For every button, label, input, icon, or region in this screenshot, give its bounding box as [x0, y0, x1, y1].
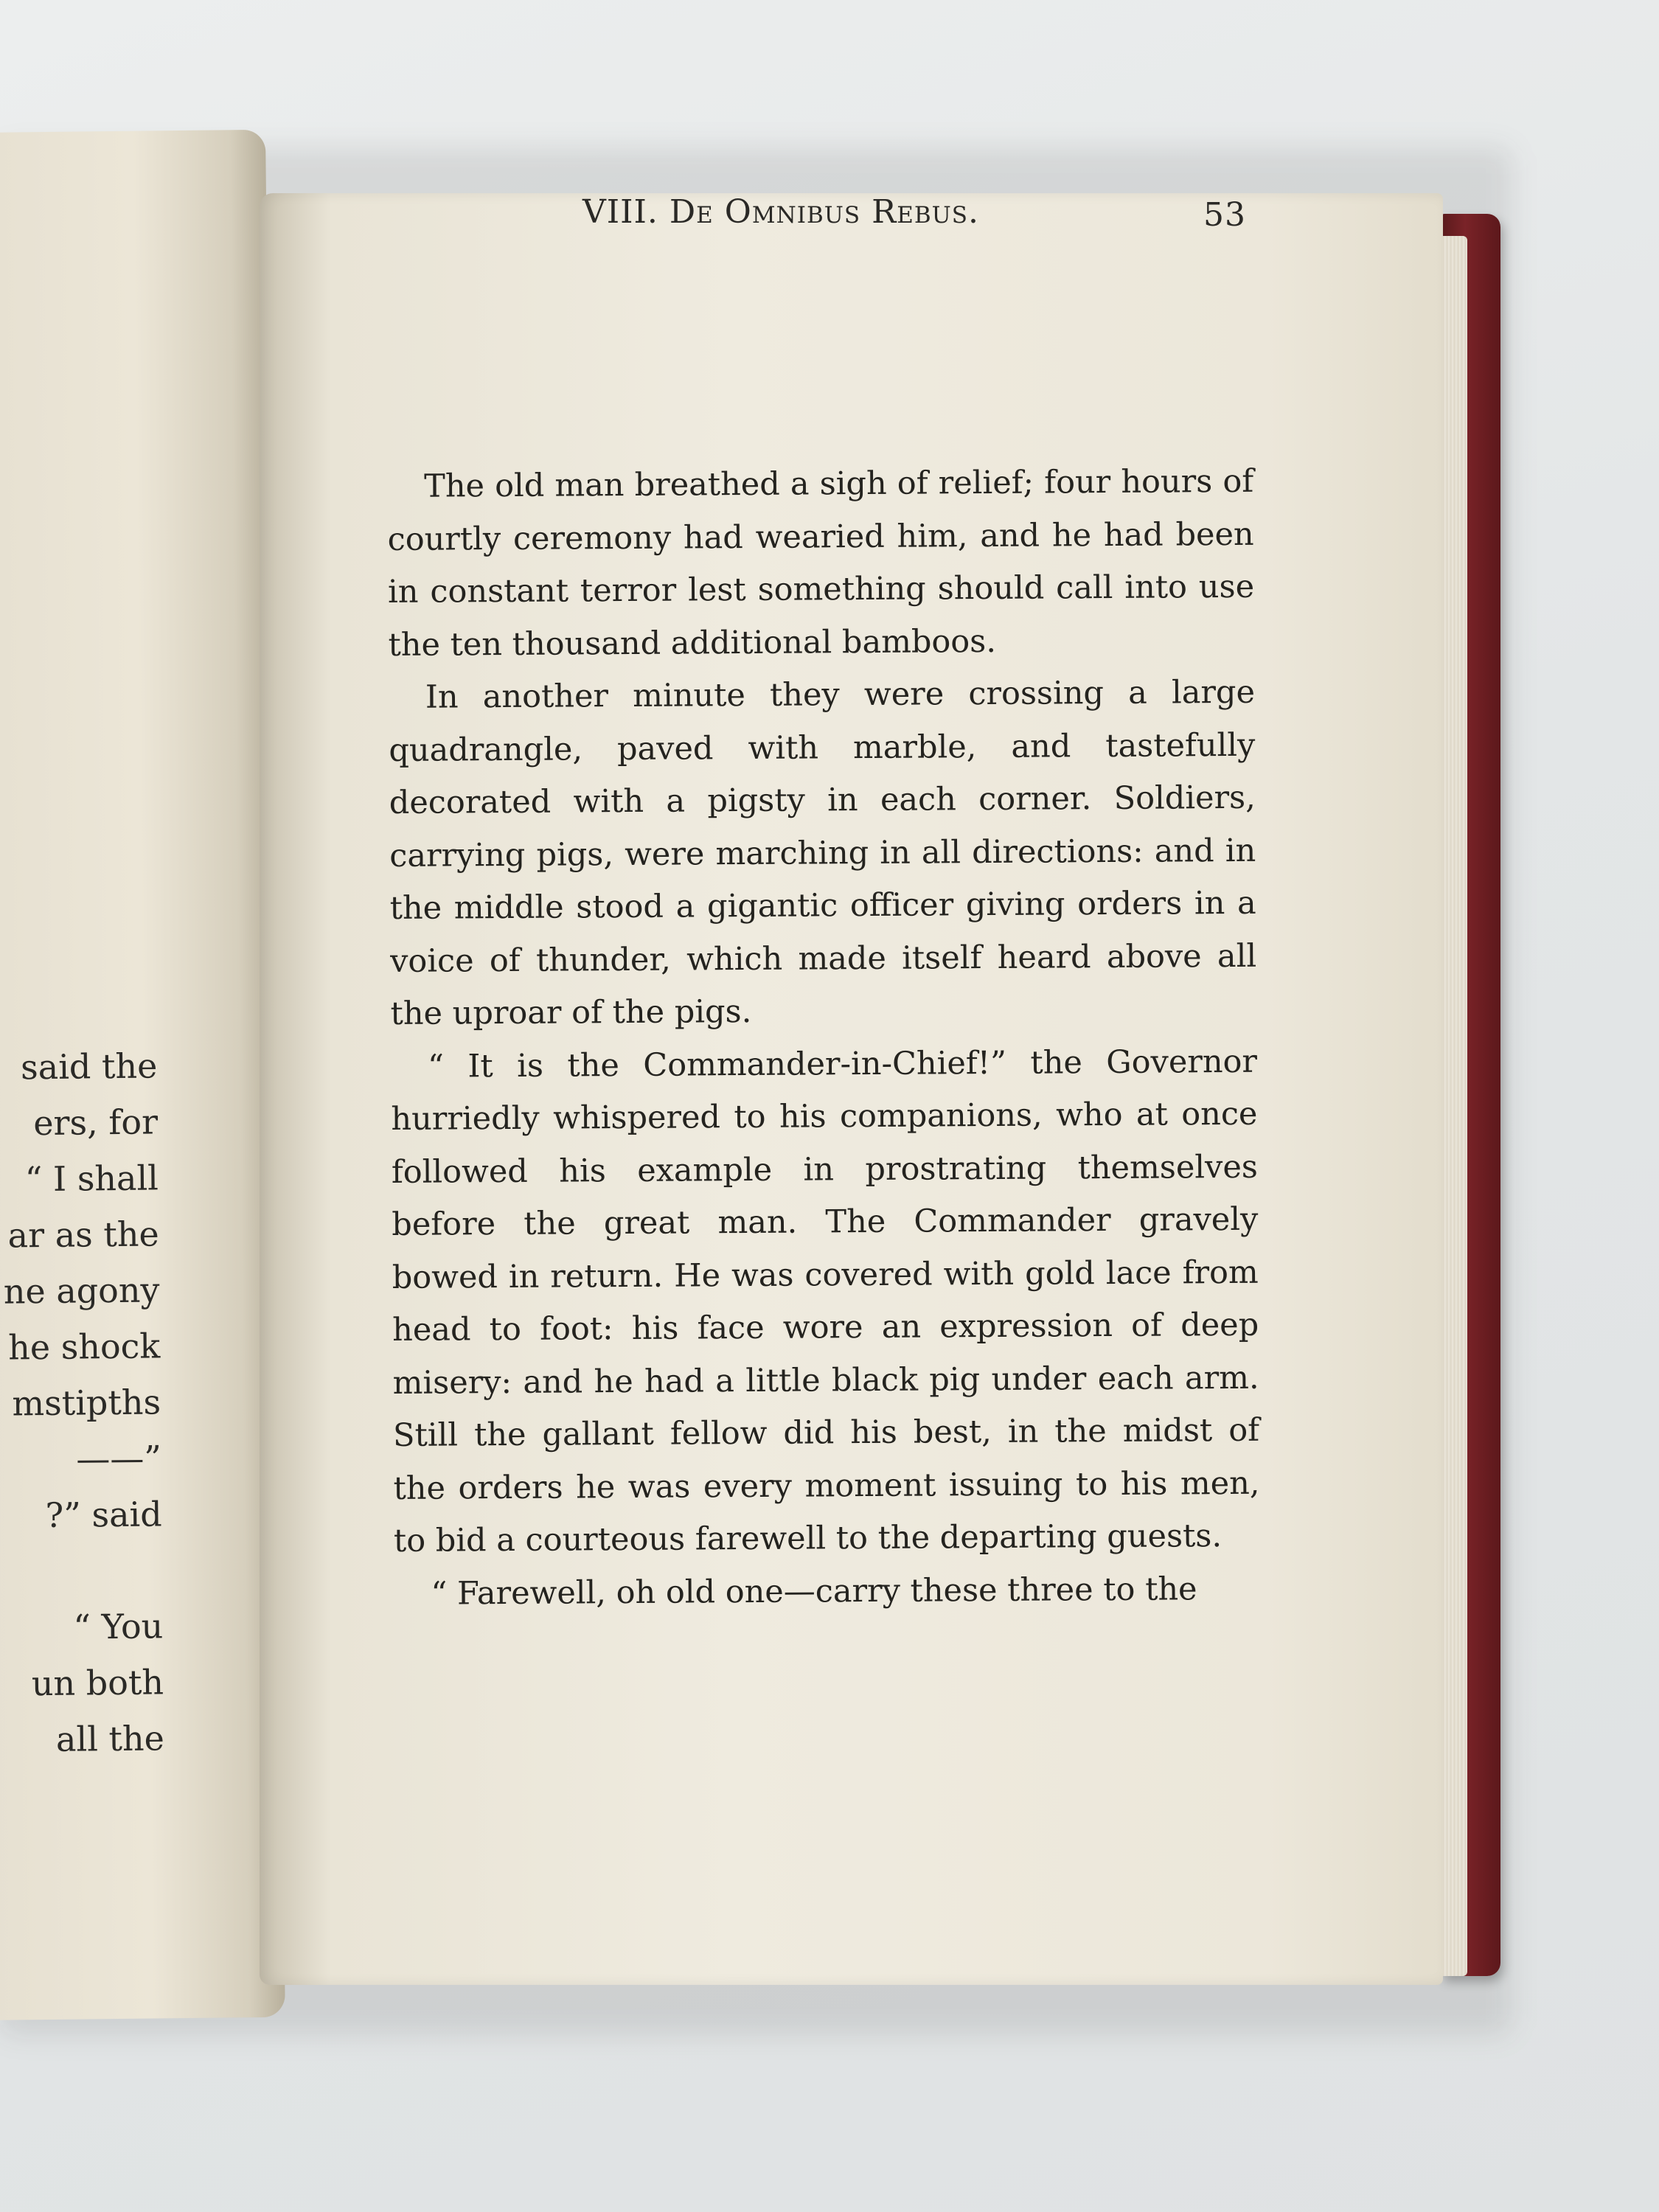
paragraph: “ It is the Commander-in-Chief!” the Governor hurriedly whispered to his companions, who at once followed his example in prostrating themselves before the great man. The Commander gravely bowed in return. He was covered with gold lace from head to foot: his face wore an expression of deep misery: and he had a little black pig under each arm. Still the gallant fellow did his best, in the midst of the orders he was every moment issuing to his men, to bid a courteous farewell to the departing guests.	[391, 1043, 1260, 1559]
paragraph: In another minute they were crossing a large quadrangle, paved with marble, and tastefully decorated with a pigsty in each corner. Soldiers, carrying pigs, were marching in all directions: and in the middle stood a gigantic officer giving orders in a voice of thunder, which made itself heard above all the uproar of the pigs.	[389, 673, 1257, 1032]
left-page	[0, 130, 285, 2020]
page-number: 53	[1203, 196, 1246, 234]
running-head: VIII. De Omnibus Rebus.	[582, 193, 979, 231]
page-header	[324, 193, 1246, 245]
left-line: he shock	[7, 1326, 161, 1368]
left-line: “ I shall	[24, 1158, 159, 1200]
left-page-text	[0, 1037, 164, 1767]
left-line: ?” said	[45, 1494, 162, 1536]
left-line: ar as the	[7, 1214, 159, 1256]
left-line	[0, 1542, 163, 1600]
left-line: “ You	[73, 1606, 164, 1647]
left-line: ers, for	[33, 1102, 159, 1144]
left-line: ne agony	[3, 1270, 160, 1312]
paragraph: “ Farewell, oh old one—carry these three to the	[431, 1570, 1197, 1613]
paragraph: The old man breathed a sigh of relief; four hours of courtly ceremony had wearied him, and he had been in constant terror lest something should call into use the ten thousand additional bamboos.	[387, 462, 1255, 664]
left-line: mstipths	[12, 1382, 161, 1424]
left-line: all the	[55, 1718, 165, 1759]
page-body	[387, 456, 1261, 1621]
left-line: un both	[31, 1662, 164, 1704]
left-line: said the	[20, 1046, 158, 1088]
left-line: ——”	[76, 1438, 162, 1479]
